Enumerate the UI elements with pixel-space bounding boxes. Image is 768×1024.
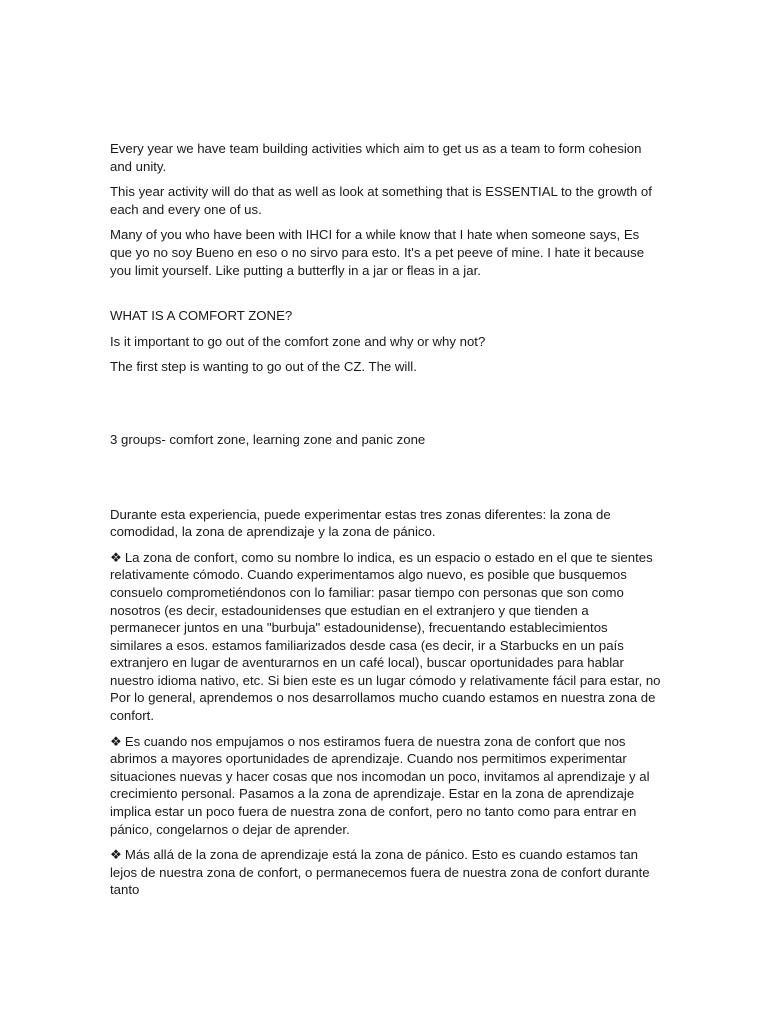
paragraph-essential-growth: This year activity will do that as well as look at something that is ESSENTIAL to the growth of each and every one of us. — [110, 184, 652, 217]
document-page — [110, 140, 662, 907]
heading-comfort-zone: WHAT IS A COMFORT ZONE? — [110, 308, 293, 324]
bullet-text: La zona de confort, como su nombre lo indica, es un espacio o estado en el que te sientes relativamente cómodo. Cuando experimentamos algo nuevo, es posible que busquemos consuelo comprometiéndonos con lo familiar: pasar tiempo con personas que son como nosotros (es decir, estadounidenses que estudian en el extranjero y que tienden a permanecer juntos en una "burbuja" estadounidense), frecuentando establecimientos similares a esos. estamos familiarizados desde casa (es decir, ir a Starbucks en un país extranjero en lugar de aventurarnos en un café local), buscar oportunidades para hablar nuestro idioma nativo, etc. Si bien este es un lugar cómodo y relativamente fácil para estar, no Por lo general, aprendemos o nos desarrollamos mucho cuando estamos en nuestra zona de confort. — [110, 549, 661, 724]
paragraph-ihci-pet-peeve: Many of you who have been with IHCI for a while know that I hate when someone says, Es que yo no soy Bueno en eso o no sirvo para esto. It's a pet peeve of mine. I hate it because you limit yourself. Like putting a butterfly in a jar or fleas in a jar. — [110, 227, 645, 278]
blank-lines — [110, 384, 662, 431]
groups-line: 3 groups- comfort zone, learning zone and panic zone — [110, 431, 426, 447]
blank-line — [110, 287, 662, 307]
intro-spanish: Durante esta experiencia, puede experimentar estas tres zonas diferentes: la zona de comodidad, la zona de aprendizaje y la zona de pánico. — [110, 506, 611, 540]
diamond-bullet-icon: ❖ — [110, 549, 122, 565]
question-go-out: Is it important to go out of the comfort zone and why or why not? — [110, 333, 486, 349]
bullet-panic-zone — [110, 846, 662, 899]
bullet-comfort-zone — [110, 549, 662, 725]
paragraph-team-building: Every year we have team building activities which aim to get us as a team to form cohesion and unity. — [110, 141, 642, 174]
blank-lines — [110, 457, 662, 506]
statement-first-step: The first step is wanting to go out of the CZ. The will. — [110, 359, 417, 375]
bullet-text: Más allá de la zona de aprendizaje está la zona de pánico. Esto es cuando estamos tan lejos de nuestra zona de confort, o permanecemos fuera de nuestra zona de confort durante tanto — [110, 847, 650, 898]
diamond-bullet-icon: ❖ — [110, 847, 122, 863]
bullet-learning-zone — [110, 733, 662, 839]
bullet-text: Es cuando nos empujamos o nos estiramos fuera de nuestra zona de confort que nos abrimos a mayores oportunidades de aprendizaje. Cuando nos permitimos experimentar situaciones nuevas y hacer cosas que nos incomodan un poco, invitamos al aprendizaje y al crecimiento personal. Pasamos a la zona de aprendizaje. Estar en la zona de aprendizaje implica estar un poco fuera de nuestra zona de confort, pero no tanto como para entrar en pánico, congelarnos o dejar de aprender. — [110, 733, 650, 837]
diamond-bullet-icon: ❖ — [110, 733, 122, 749]
